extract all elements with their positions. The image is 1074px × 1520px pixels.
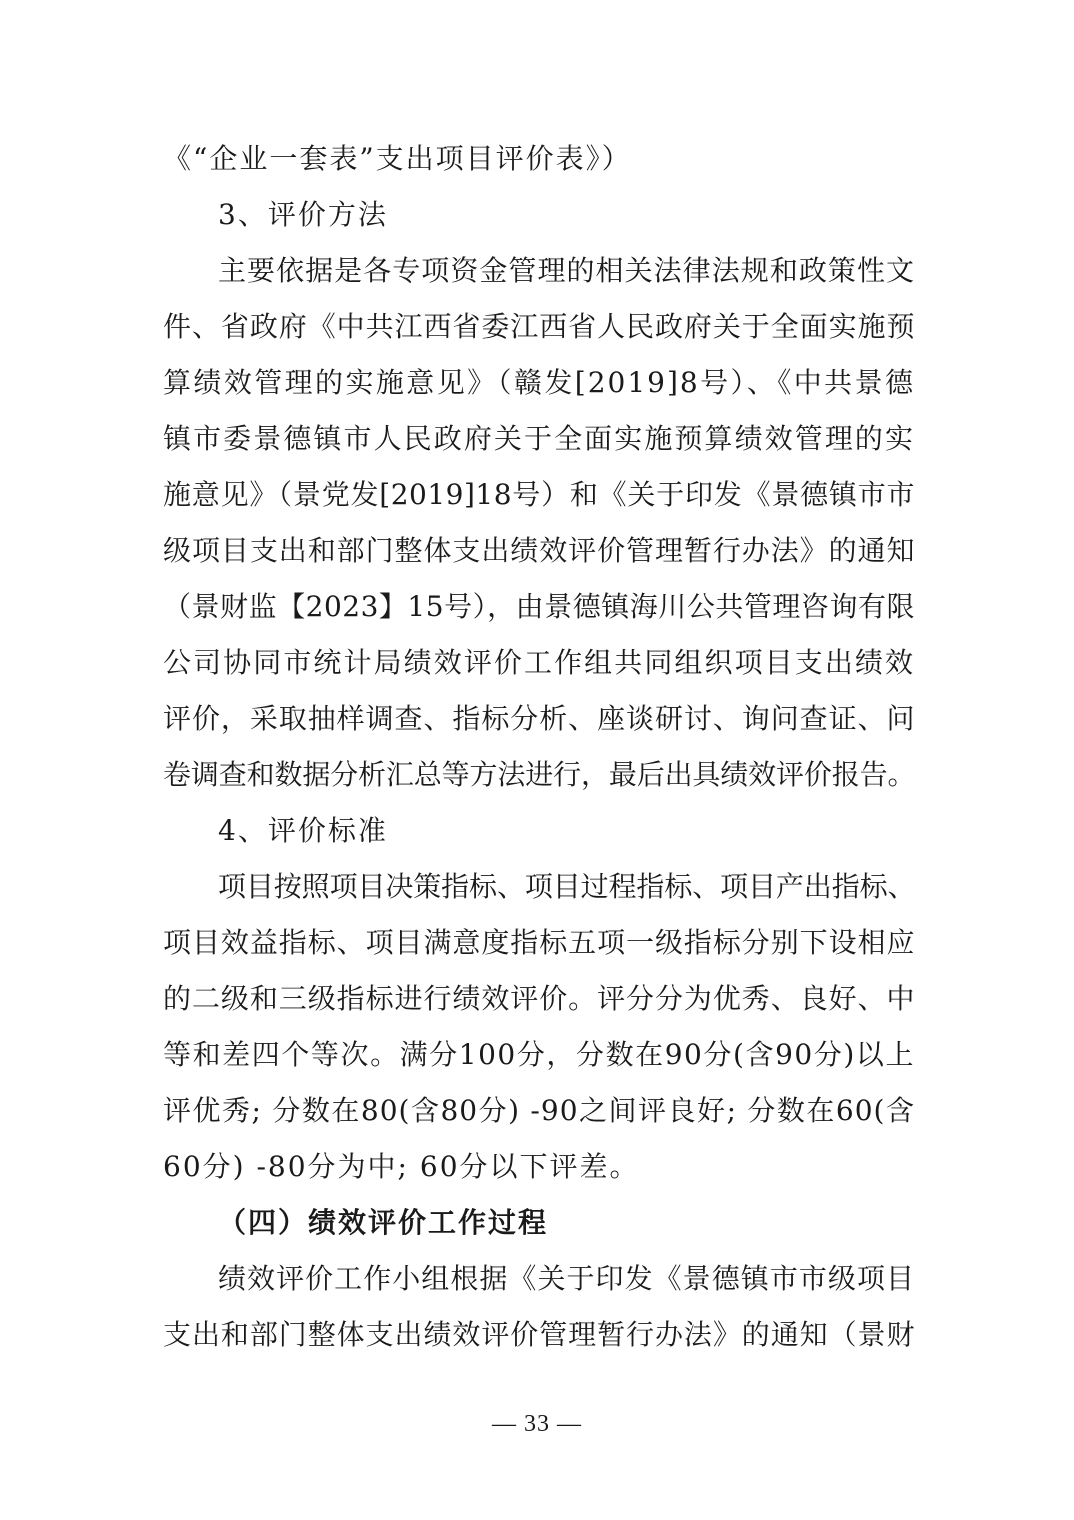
text-line: 算绩效管理的实施意见》（赣发[2019]8号）、《中共景德 [163, 366, 915, 399]
text-line: 60分) -80分为中; 60分以下评差。 [163, 1150, 640, 1183]
text-line: 项目效益指标、项目满意度指标五项一级指标分别下设相应 [163, 926, 915, 959]
subsection-heading: （四）绩效评价工作过程 [218, 1206, 549, 1239]
text-line: 主要依据是各专项资金管理的相关法律法规和政策性文 [218, 254, 915, 287]
text-line: 评价，采取抽样调查、指标分析、座谈研讨、询问查证、问 [163, 702, 915, 735]
text-line: 级项目支出和部门整体支出绩效评价管理暂行办法》的通知 [163, 534, 915, 567]
section-heading: 4、评价标准 [218, 814, 388, 847]
text-line: 支出和部门整体支出绩效评价管理暂行办法》的通知（景财 [163, 1318, 915, 1351]
text-line: 等和差四个等次。满分100分，分数在90分(含90分)以上 [163, 1038, 915, 1071]
text-line: 评优秀; 分数在80(含80分) -90之间评良好; 分数在60(含 [163, 1094, 915, 1127]
text-line: 绩效评价工作小组根据《关于印发《景德镇市市级项目 [218, 1262, 915, 1295]
text-line: 公司协同市统计局绩效评价工作组共同组织项目支出绩效 [163, 646, 915, 679]
text-line: 件、省政府《中共江西省委江西省人民政府关于全面实施预 [163, 310, 915, 343]
text-line: 项目按照项目决策指标、项目过程指标、项目产出指标、 [218, 870, 915, 903]
text-line: 施意见》（景党发[2019]18号）和《关于印发《景德镇市市 [163, 478, 915, 511]
section-heading: 3、评价方法 [218, 198, 388, 231]
text-line: 的二级和三级指标进行绩效评价。评分分为优秀、良好、中 [163, 982, 915, 1015]
page-number: — 33 — [492, 1411, 582, 1437]
text-line: 《“企业一套表”支出项目评价表》） [163, 142, 632, 175]
text-line: 卷调查和数据分析汇总等方法进行，最后出具绩效评价报告。 [163, 758, 915, 791]
text-line: 镇市委景德镇市人民政府关于全面实施预算绩效管理的实 [163, 422, 915, 455]
text-line: （景财监【2023】15号），由景德镇海川公共管理咨询有限 [163, 590, 915, 623]
